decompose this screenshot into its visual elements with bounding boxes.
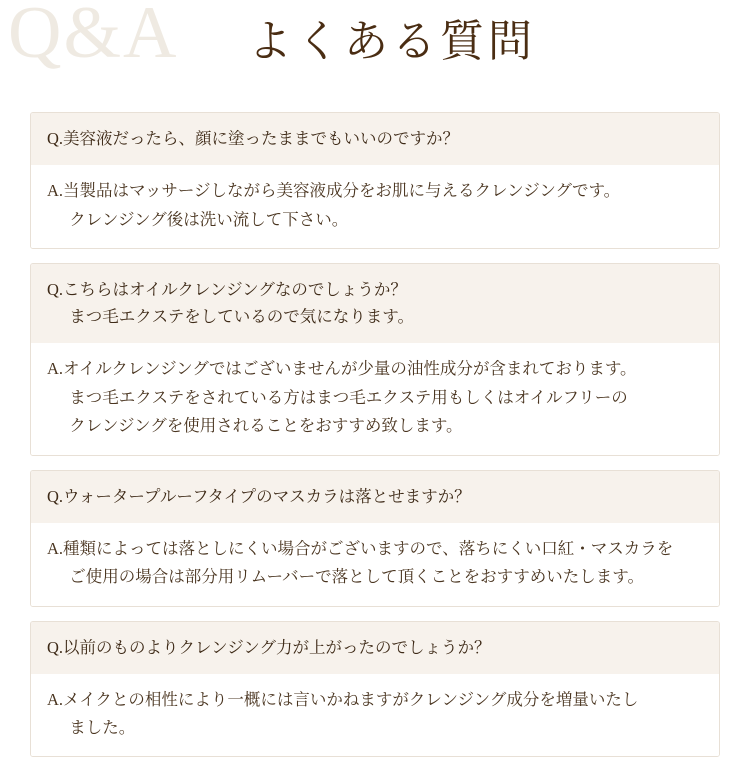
faq-list <box>30 112 720 771</box>
faq-item <box>30 470 720 607</box>
faq-answer <box>31 165 719 248</box>
question-prefix: Q. <box>47 129 64 148</box>
answer-prefix: A. <box>47 538 64 558</box>
question-line: 美容液だったら、顔に塗ったままでもいいのですか？ <box>63 129 460 148</box>
answer-prefix: A. <box>47 359 64 379</box>
question-prefix: Q. <box>47 637 64 657</box>
faq-item <box>30 112 720 249</box>
page-title: よくある質問 <box>248 17 536 66</box>
faq-answer <box>31 674 719 757</box>
faq-question <box>31 471 719 523</box>
answer-line: オイルクレンジングではございませんが少量の油性成分が含まれております。 <box>63 359 637 379</box>
question-line: まつ毛エクステをしているので気になります。 <box>69 307 414 327</box>
answer-line: 当製品はマッサージしながら美容液成分をお肌に与えるクレンジングです。 <box>63 181 621 201</box>
answer-line: ました。 <box>69 718 136 738</box>
answer-line: 種類によっては落としにくい場合がございますので、落ちにくい口紅・マスカラを <box>63 538 674 558</box>
faq-item <box>30 263 720 456</box>
faq-question <box>31 113 719 165</box>
faq-question <box>31 622 719 674</box>
faq-answer <box>31 523 719 606</box>
answer-line: ご使用の場合は部分用リムーバーで落として頂くことをおすすめいたします。 <box>69 567 644 587</box>
answer-prefix: A. <box>47 689 64 709</box>
answer-line: クレンジングを使用されることをおすすめ致します。 <box>69 416 463 436</box>
answer-line: まつ毛エクステをされている方はまつ毛エクステ用もしくはオイルフリーの <box>69 387 628 407</box>
question-line: こちらはオイルクレンジングなのでしょうか？ <box>63 279 407 299</box>
page-header <box>0 0 750 100</box>
answer-line: クレンジング後は洗い流して下さい。 <box>69 209 349 229</box>
question-line: 以前のものよりクレンジング力が上がったのでしょうか？ <box>63 637 491 657</box>
answer-line: メイクとの相性により一概には言いかねますがクレンジング成分を増量いたし <box>63 689 639 709</box>
faq-question <box>31 264 719 343</box>
faq-item <box>30 621 720 758</box>
faq-answer <box>31 343 719 454</box>
question-prefix: Q. <box>47 486 64 506</box>
question-prefix: Q. <box>47 279 64 299</box>
question-line: ウォータープルーフタイプのマスカラは落とせますか？ <box>63 486 471 506</box>
qa-watermark: Q&A <box>8 0 179 74</box>
answer-prefix: A. <box>47 181 64 201</box>
